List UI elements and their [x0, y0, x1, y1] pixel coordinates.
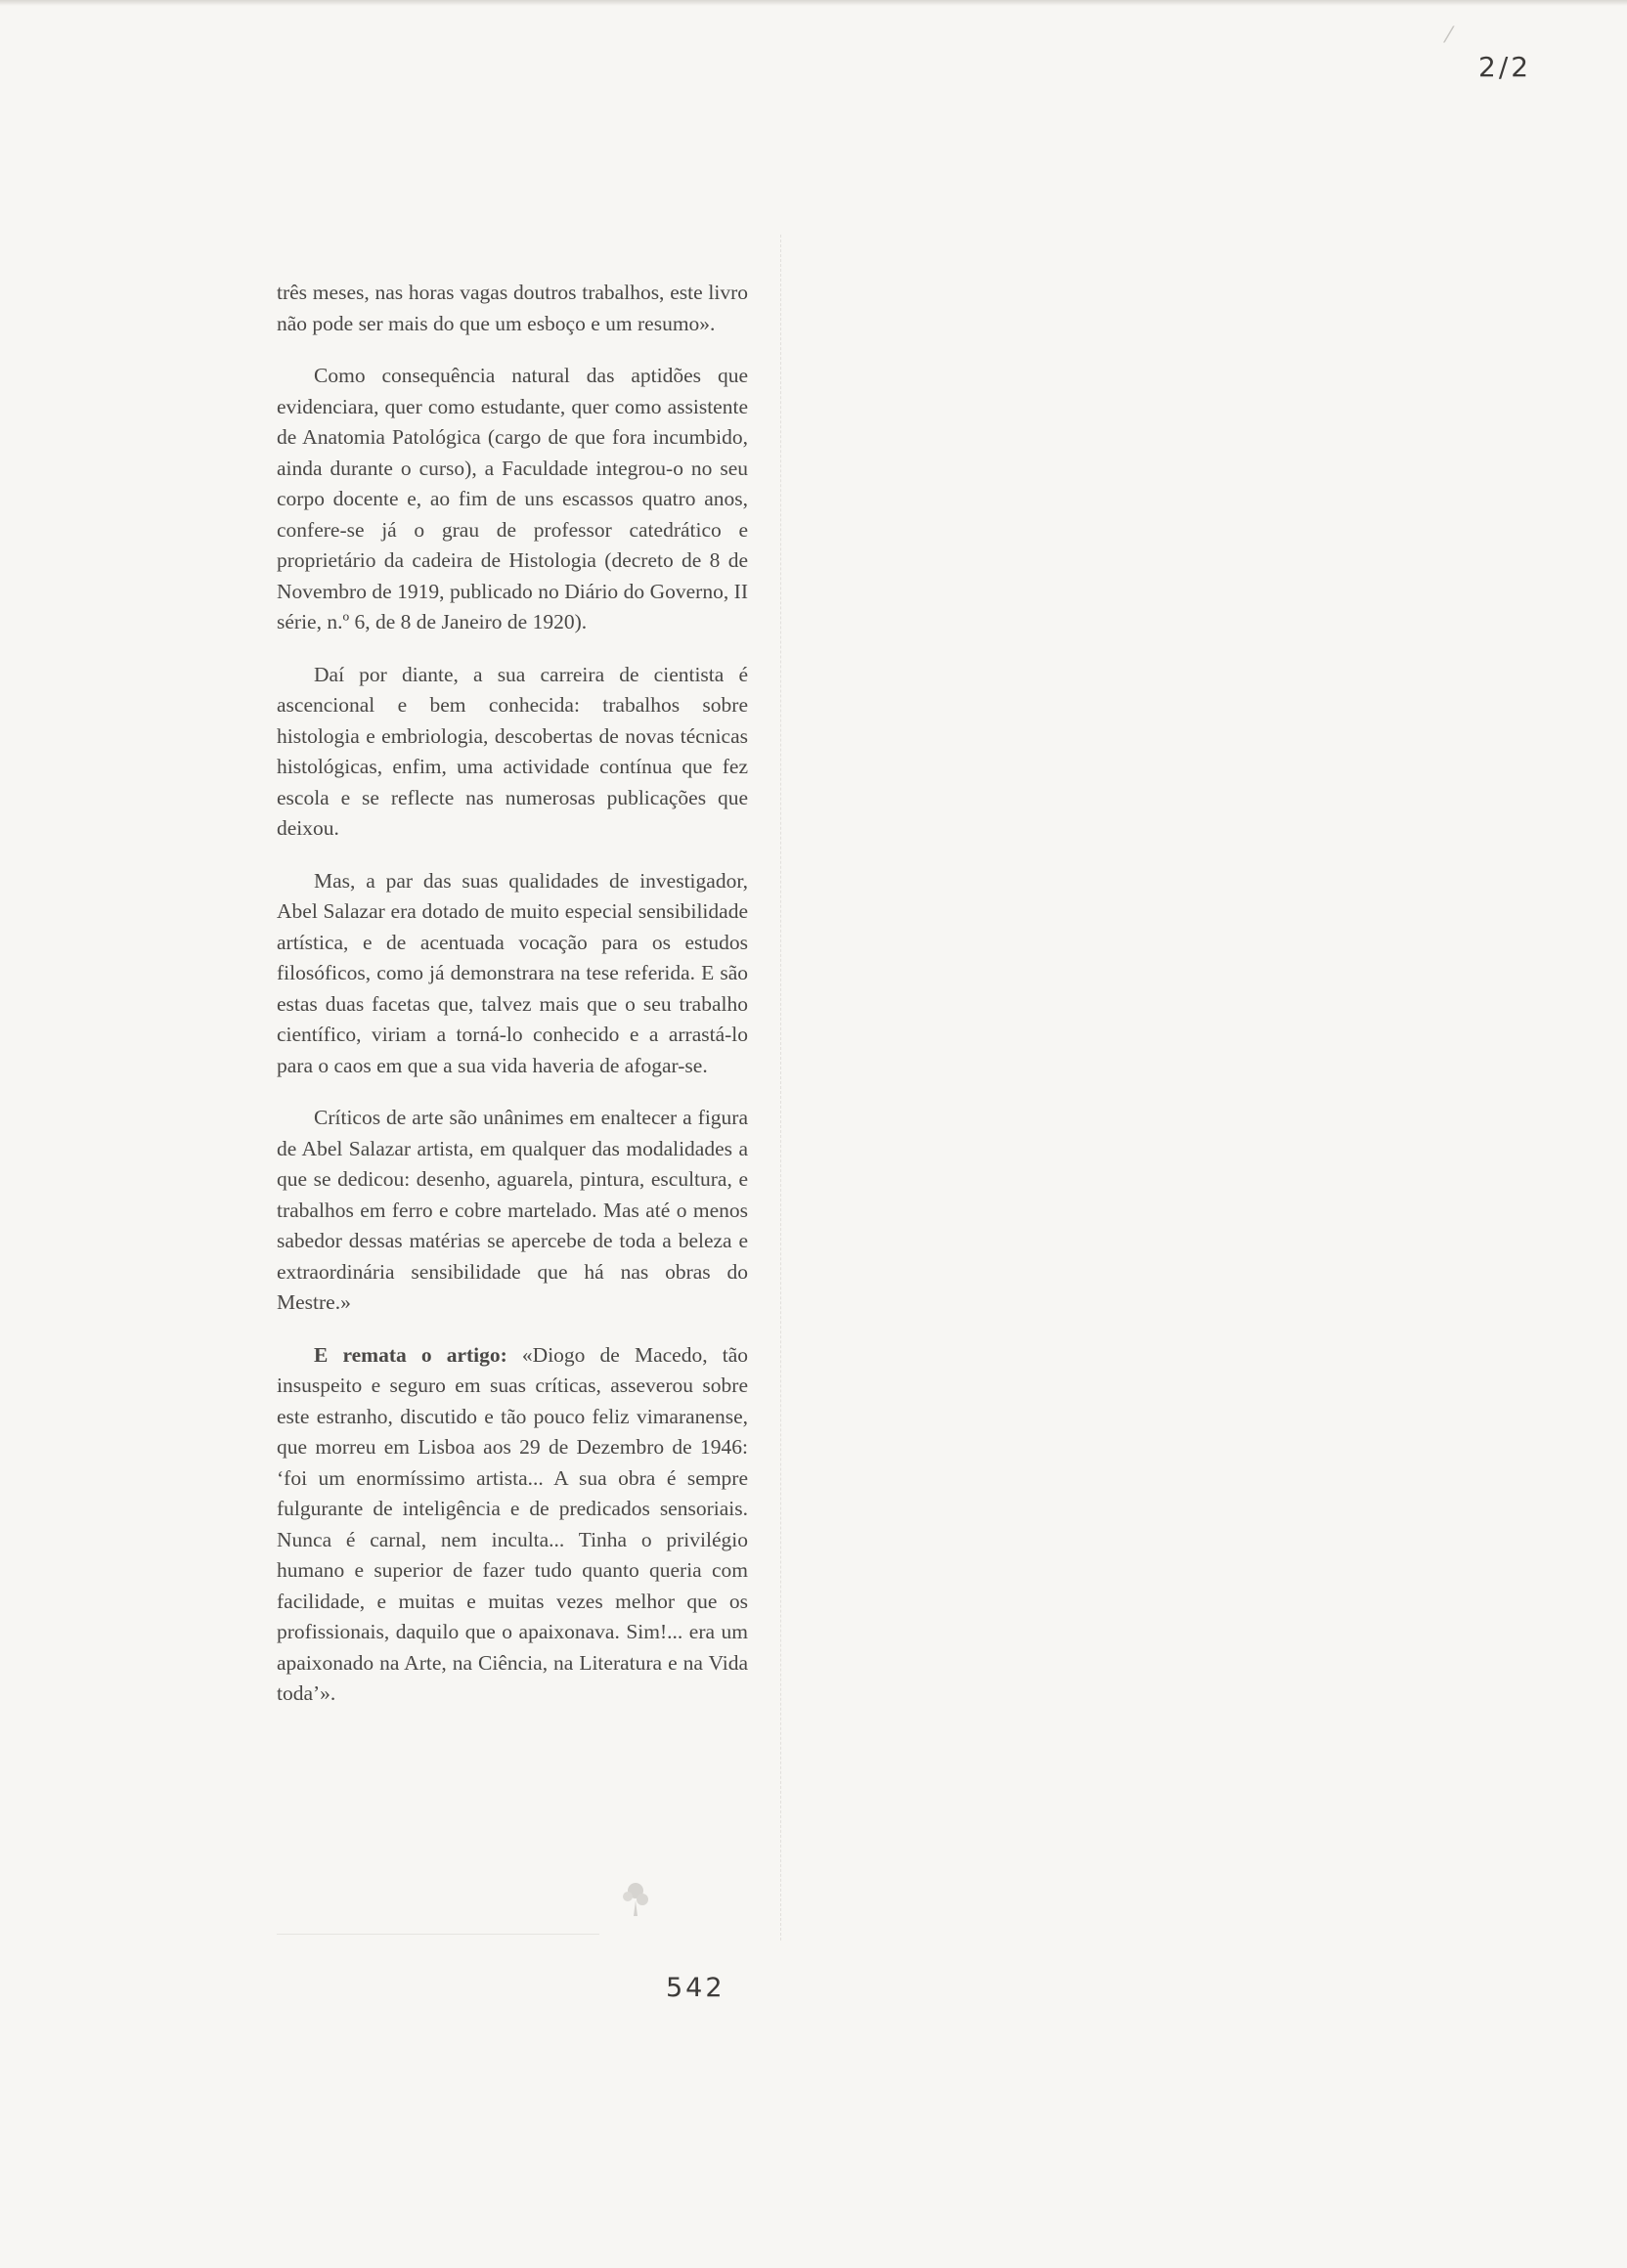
page-number: 542 [666, 1973, 726, 2003]
article-column [277, 278, 748, 1731]
paragraph-2: Como consequência natural das aptidões que evidenciara, quer como estudante, quer como assistente de Anatomia Patológica (cargo de que fora incumbido, ainda durante o curso), a Faculdade integrou-o no seu corpo docente e, ao fim de uns escassos quatro anos, confere-se já o grau de professor catedrático e proprietário da cadeira de Histologia (decreto de 8 de Novembro de 1919, publicado no Diário do Governo, II série, n.º 6, de 8 de Janeiro de 1920). [277, 364, 748, 633]
paragraph-5: Críticos de arte são unânimes em enaltecer a figura de Abel Salazar artista, em qualquer das modalidades a que se dedicou: desenho, aguarela, pintura, escultura, e trabalhos em ferro e cobre martelado. Mas até o menos sabedor dessas matérias se apercebe de toda a beleza e extraordinária sensibilidade que há nas obras do Mestre.» [277, 1106, 748, 1314]
closing-lead: E remata o artigo: [314, 1342, 507, 1367]
paragraph-1: três meses, nas horas vagas doutros trabalhos, este livro não pode ser mais do que um esboço e um resumo». [277, 281, 748, 335]
ink-blot-icon [606, 1867, 665, 1926]
pencil-mark: ⁄ [1447, 23, 1451, 48]
scan-edge [0, 0, 1627, 6]
paragraph-4: Mas, a par das suas qualidades de investigador, Abel Salazar era dotado de muito especial sensibilidade artística, e de acentuada vocação para os estudos filosóficos, como já demonstrara na tese referida. E são estas duas facetas que, talvez mais que o seu trabalho científico, viriam a torná-lo conhecido e a arrastá-lo para o caos em que a sua vida haveria de afogar-se. [277, 868, 748, 1077]
closing-text: «Diogo de Macedo, tão insuspeito e seguro em suas críticas, asseverou sobre este estranho, discutido e tão pouco feliz vimaranense, que morreu em Lisboa aos 29 de Dezembro de 1946: ‘foi um enormíssimo artista... A sua obra é sempre fulgurante de inteligência e de predicados sensoriais. Nunca é carnal, nem inculta... Tinha o privilégio humano e superior de fazer tudo quanto queria com facilidade, e muitas e muitas vezes melhor que os profissionais, daquilo que o apaixonava. Sim!... era um apaixonado na Arte, na Ciência, na Literatura e na Vida toda’». [277, 1342, 748, 1705]
page-counter: 2/2 [1478, 51, 1532, 83]
clipping-bottom-edge [277, 1934, 599, 1935]
paragraph-3: Daí por diante, a sua carreira de cientista é ascencional e bem conhecida: trabalhos sobre histologia e embriologia, descobertas de novas técnicas histológicas, enfim, uma actividade contínua que fez escola e se reflecte nas numerosas publicações que deixou. [277, 662, 748, 840]
paragraph-closing [277, 1340, 748, 1710]
